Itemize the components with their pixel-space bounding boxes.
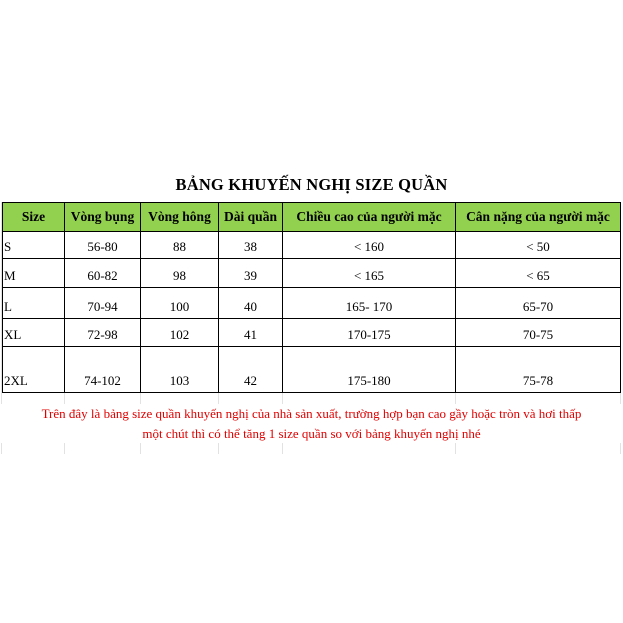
cell-height: 175-180: [283, 347, 456, 393]
cell-length: 42: [219, 347, 283, 393]
cell-height: 170-175: [283, 319, 456, 347]
column-header-waist: Vòng bụng: [65, 203, 141, 232]
cell-weight: < 50: [456, 232, 621, 259]
column-header-length: Dài quần: [219, 203, 283, 232]
size-table: [2, 202, 621, 393]
cell-height: < 160: [283, 232, 456, 259]
table-row: [3, 347, 621, 393]
cell-weight: 75-78: [456, 347, 621, 393]
cell-hip: 103: [141, 347, 219, 393]
cell-size: M: [3, 259, 65, 288]
cell-weight: < 65: [456, 259, 621, 288]
cell-size: XL: [3, 319, 65, 347]
cell-hip: 102: [141, 319, 219, 347]
cell-length: 38: [219, 232, 283, 259]
column-header-height: Chiều cao của người mặc: [283, 203, 456, 232]
size-note: [0, 404, 623, 443]
table-header-row: [3, 203, 621, 232]
table-row: [3, 232, 621, 259]
column-header-weight: Cân nặng của người mặc: [456, 203, 621, 232]
cell-height: < 165: [283, 259, 456, 288]
column-header-hip: Vòng hông: [141, 203, 219, 232]
cell-length: 39: [219, 259, 283, 288]
cell-waist: 60-82: [65, 259, 141, 288]
cell-height: 165- 170: [283, 288, 456, 319]
cell-waist: 56-80: [65, 232, 141, 259]
size-note-line-2: một chút thì có thể tăng 1 size quần so với bảng khuyến nghị nhé: [142, 425, 481, 441]
table-row: [3, 288, 621, 319]
cell-waist: 72-98: [65, 319, 141, 347]
column-header-size: Size: [3, 203, 65, 232]
cell-waist: 74-102: [65, 347, 141, 393]
cell-hip: 100: [141, 288, 219, 319]
cell-weight: 70-75: [456, 319, 621, 347]
cell-length: 40: [219, 288, 283, 319]
table-row: [3, 259, 621, 288]
cell-length: 41: [219, 319, 283, 347]
size-note-line-1: Trên đây là bảng size quần khuyến nghị của nhà sản xuất, trường hợp bạn cao gầy hoặc tròn và hơi thấp: [41, 406, 582, 421]
table-row: [3, 319, 621, 347]
cell-size: S: [3, 232, 65, 259]
chart-title: BẢNG KHUYẾN NGHỊ SIZE QUẦN: [0, 168, 623, 202]
cell-hip: 88: [141, 232, 219, 259]
size-chart-sheet: [0, 168, 623, 454]
cell-size: L: [3, 288, 65, 319]
cell-weight: 65-70: [456, 288, 621, 319]
cell-size: 2XL: [3, 347, 65, 393]
cell-hip: 98: [141, 259, 219, 288]
cell-waist: 70-94: [65, 288, 141, 319]
